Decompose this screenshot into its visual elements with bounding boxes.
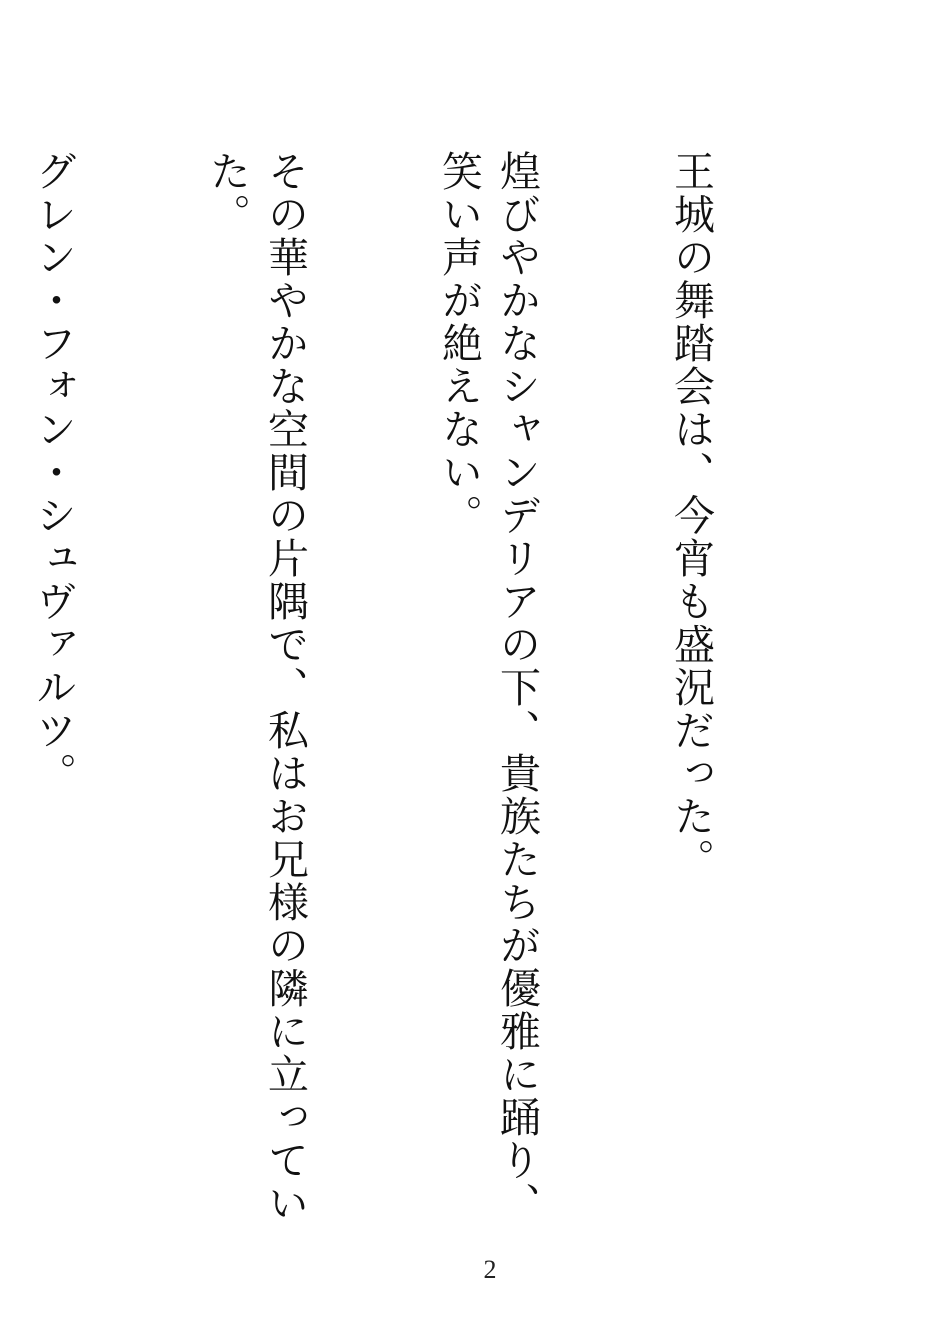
- paragraph: その華やかな空間の片隅で、私はお兄様の隣に立っていた。: [203, 150, 309, 1225]
- paragraph: 煌びやかなシャンデリアの下、貴族たちが優雅に踊り、笑い声が絶えない。: [435, 150, 541, 1225]
- paragraph: 王城の舞踏会は、今宵も盛況だった。: [667, 150, 715, 881]
- paragraph: グレン・フォン・シュヴァルツ。: [29, 150, 77, 795]
- body-text: [0, 150, 836, 1240]
- page-number: 2: [483, 1255, 497, 1284]
